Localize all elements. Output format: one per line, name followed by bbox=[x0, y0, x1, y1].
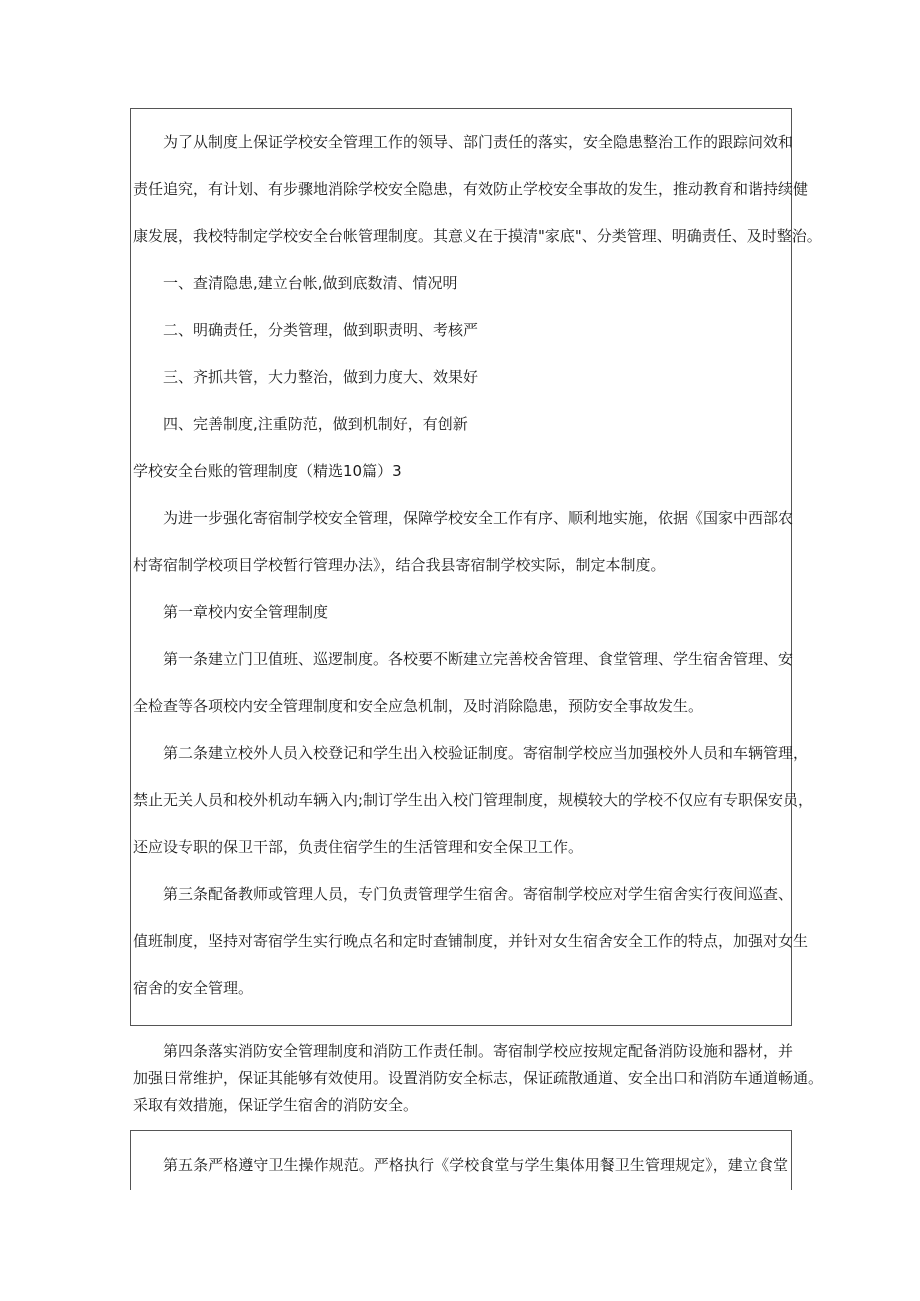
paragraph-line: 第四条落实消防安全管理制度和消防工作责任制。寄宿制学校应按规定配备消防设施和器材，并 bbox=[163, 1042, 794, 1060]
paragraph-line: 全检查等各项校内安全管理制度和安全应急机制，及时消除隐患，预防安全事故发生。 bbox=[133, 697, 704, 715]
paragraph-line: 禁止无关人员和校外机动车辆入内;制订学生出入校门管理制度，规模较大的学校不仅应有专职保安员， bbox=[133, 791, 814, 809]
paragraph-line: 还应设专职的保卫干部，负责住宿学生的生活管理和安全保卫工作。 bbox=[133, 838, 584, 856]
paragraph-line: 为进一步强化寄宿制学校安全管理，保障学校安全工作有序、顺利地实施，依据《国家中西部农 bbox=[163, 509, 794, 527]
paragraph-line: 宿舍的安全管理。 bbox=[133, 979, 254, 997]
list-item: 三、齐抓共管，大力整治，做到力度大、效果好 bbox=[163, 368, 479, 386]
paragraph-line: 第一条建立门卫值班、巡逻制度。各校要不断建立完善校舍管理、食堂管理、学生宿舍管理、安 bbox=[163, 650, 794, 668]
paragraph-line: 采取有效措施，保证学生宿舍的消防安全。 bbox=[133, 1096, 419, 1114]
paragraph-line: 加强日常维护，保证其能够有效使用。设置消防安全标志，保证疏散通道、安全出口和消防车通道畅通。 bbox=[133, 1069, 824, 1087]
paragraph-line: 第三条配备教师或管理人员，专门负责管理学生宿舍。寄宿制学校应对学生宿舍实行夜间巡查、 bbox=[163, 885, 794, 903]
paragraph-line: 责任追究，有计划、有步骤地消除学校安全隐患，有效防止学校安全事故的发生，推动教育和谐持续健 bbox=[133, 180, 809, 198]
paragraph-line: 为了从制度上保证学校安全管理工作的领导、部门责任的落实，安全隐患整治工作的跟踪问效和 bbox=[163, 133, 794, 151]
paragraph-line: 值班制度，坚持对寄宿学生实行晚点名和定时查铺制度，并针对女生宿舍安全工作的特点，加强对女生 bbox=[133, 932, 809, 950]
list-item: 四、完善制度,注重防范，做到机制好，有创新 bbox=[163, 415, 468, 433]
paragraph-line: 第二条建立校外人员入校登记和学生出入校验证制度。寄宿制学校应当加强校外人员和车辆管理， bbox=[163, 744, 809, 762]
list-item: 二、明确责任，分类管理，做到职责明、考核严 bbox=[163, 321, 479, 339]
paragraph-line: 第五条严格遵守卫生操作规范。严格执行《学校食堂与学生集体用餐卫生管理规定》，建立食堂 bbox=[163, 1156, 788, 1174]
list-item: 一、查清隐患,建立台帐,做到底数清、情况明 bbox=[163, 274, 458, 292]
paragraph-line: 村寄宿制学校项目学校暂行管理办法》，结合我县寄宿制学校实际，制定本制度。 bbox=[133, 556, 666, 574]
section-heading: 学校安全台账的管理制度（精选10篇）3 bbox=[133, 462, 402, 480]
chapter-heading: 第一章校内安全管理制度 bbox=[163, 603, 329, 621]
paragraph-line: 康发展，我校特制定学校安全台帐管理制度。其意义在于摸清"家底"、分类管理、明确责任、及时整治。 bbox=[133, 227, 822, 245]
